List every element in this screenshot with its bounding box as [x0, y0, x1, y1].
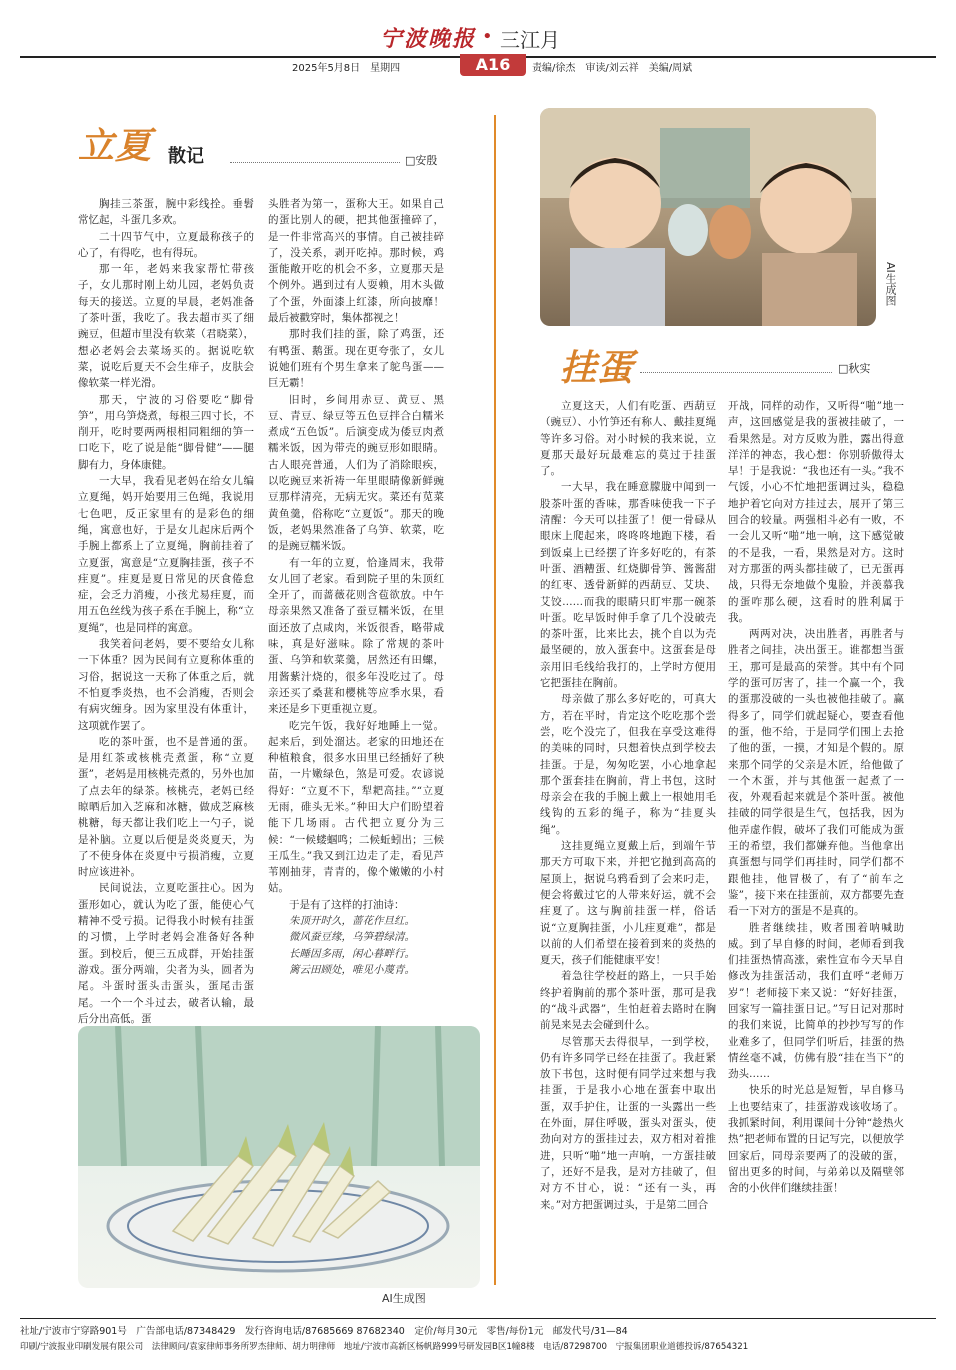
paragraph: 一大早，我看见老妈在给女儿编立夏绳，妈开始要用三色绳，我说用七色吧，反正家里有的是彩色的细绳，寓意也好，于是女儿起床后两个手腕上都系上了立夏绳，胸前挂着了立夏蛋，寓意是“立夏胸挂蛋，孩子不疰夏”。疰夏是夏日常见的厌食倦怠症，会乏力消瘦，小孩尤易疰夏，而用五色丝线为孩子系在手腕上，称“立夏绳”，也是同样的寓意。	[78, 475, 254, 634]
paragraph: 立夏这天，人们有吃蛋、西葫豆（豌豆）、小竹笋还有称人、戴挂夏绳等许多习俗。对小时候的我来说，立夏那天最好玩最难忘的莫过于挂蛋了。	[540, 400, 716, 478]
paragraph: 吃完午饭，我好好地睡上一觉。起来后，到处溜达。老家的田地还在种植粮食，很多水田里已经插好了秧苗，一片嫩绿色，煞是可爱。农谚说得好：“立夏不下，犁耙高挂。”“立夏无雨，碓头无米。”种田大户们盼望着能下几场雨。古代把立夏分为三候：“一候蝼蝈鸣；二候蚯蚓出；三候王瓜生。”我又到江边走了走，看见芦苇刚抽芽，青青的，像个嫩嫩的小村姑。	[268, 719, 444, 895]
paragraph: 胜者继续挂，败者围着呐喊助威。到了早自修的时间，老师看到我们挂蛋热情高涨，索性宣布今天早自修改为挂蛋活动，我们直呼“老师万岁”！老师接下来又说：“好好挂蛋，回家写一篇挂蛋日记。”写日记对那时的我们来说，比简单的抄抄写写的作业难多了，但同学们听后，挂蛋的热情丝毫不减，仿佛有股“挂在当下”的劲头……	[728, 921, 904, 1081]
poem-line: 长睡因多雨，闲心暮畔行。	[289, 947, 415, 960]
paragraph: 胸挂三茶蛋，腕中彩线拴。垂髫常忆起，斗蛋几多欢。	[78, 198, 254, 227]
bamboo-image-caption: AI生成图	[382, 1292, 426, 1305]
paragraph: 快乐的时光总是短暂，早自修马上也要结束了，挂蛋游戏该收场了。我抓紧时间，利用课间十分钟“趁热火热”把老师布置的日记写完，以便放学回家后，同母亲要两了的没破的蛋，留出更多的时间，与弟弟以及隔壁邻舍的小伙伴们继续挂蛋！	[728, 1084, 904, 1195]
page-number-tag: A16	[460, 54, 526, 76]
poem-line: 微风蚕豆缘，乌笋碧绿清。	[289, 931, 415, 944]
bamboo-shoots-illustration	[78, 1026, 480, 1288]
footer-rule	[20, 1318, 936, 1319]
paragraph: 头胜者为第一，蛋称大王。如果自己的蛋比别人的硬，把其他蛋撞碎了，是一件非常高兴的事情。自己被挂碎了，没关系，剥开吃掉。那时候，鸡蛋能敞开吃的机会不多，立夏那天是个例外。遇到过有人耍赖，用木头做了个蛋，外面漆上红漆，所向披靡！最后被戳穿时，集体都视之！	[268, 198, 444, 325]
paragraph: 吃的茶叶蛋，也不是普通的蛋。是用红茶或核桃壳煮蛋，称“立夏蛋”，老妈是用核桃壳煮的，另外也加了点去年的绿茶。核桃壳，老妈已经晾晒后加入芝麻和冰糖，做成芝麻核桃糖，每天都让我们吃上一勺子，说是补脑。立夏以后便是炎炎夏天，为了不使身体在炎夏中亏损消瘦，立夏时应该进补。	[78, 735, 254, 879]
paragraph: 着急往学校赶的路上，一只手始终护着胸前的那个茶叶蛋，那可是我的“战斗武器”，生怕赶着去路时在胸前晃来晃去会碰到什么。	[540, 970, 716, 1032]
paragraph: 那天，宁波的习俗要吃“脚骨笋”，用乌笋烧煮，每根三四寸长，不削开，吃时要两两根相同粗细的笋一口吃下，吃了说是能“脚骨健”——腿脚有力，身体康健。	[78, 393, 254, 471]
article1-author: □安殷	[405, 154, 438, 167]
issue-date: 2025年5月8日 星期四	[292, 63, 401, 74]
title-dotted-rule	[230, 162, 400, 163]
paragraph: 尽管那天去得很早，一到学校，仍有许多同学已经在挂蛋了。我赶紧放下书包，这时便有同学过来想与我挂蛋，于是我小心地在蛋套中取出蛋，双手护住，让蛋的一头露出一些在外面，屏住呼吸，蛋头对蛋头，使劲向对方的蛋挂过去，双方相对着推进，只听“啪”地一声响，一方蛋挂破了，还好不是我，是对方挂破了，但对方不甘心，说：“还有一头，再来。”对方把蛋调过头，于是第二回合	[540, 1035, 716, 1211]
article1-title-small: 散记	[168, 146, 204, 167]
paragraph: 那一年，老妈来我家帮忙带孩子，女儿那时刚上幼儿园，老妈负责每天的接送。立夏的早晨，老妈准备了茶叶蛋，我吃了。我去超市买了细豌豆，但超市里没有软菜（君晓菜），想必老妈会去菜场买的。据说吃软菜，说吃后夏天不会生痱子，皮肤会像软菜一样光滑。	[78, 263, 254, 390]
paragraph: 开战，同样的动作，又听得“啪”地一声，这回感觉是我的蛋被挂破了，一看果然是。对方反败为胜，露出得意洋洋的神态，我心想：你别骄傲得太早！于是我说：“我也还有一头。”我不气馁，小心不忙地把蛋调过头，稳稳地护着它向对方挂过去，展开了第三回合的较量。两强相斗必有一败，不一会儿又听“啪”地一响，这下感觉破的不是我，一看，果然是对方。这时对方那蛋的两头都挂破了，已无蛋再战，只得无奈地做个鬼脸，并羡慕我的蛋咋那么硬，这看时的胜利属于我。	[728, 400, 904, 624]
poem-line: 朱顶开时久，蔷花作旦红。	[289, 915, 415, 928]
article2-title-big: 挂蛋	[560, 347, 635, 389]
title-dotted-rule	[640, 372, 832, 373]
kids-eggs-image	[540, 108, 876, 326]
kids-eggs-illustration	[540, 108, 876, 326]
paragraph: 二十四节气中，立夏最称孩子的心了，有得吃，也有得玩。	[78, 230, 254, 259]
column-divider	[494, 115, 496, 1285]
footer-line-2: 印刷/宁波报业印刷发展有限公司 法律顾问/袁家律师事务所罗杰律师、胡力明律师 地址/宁波市高新区杨帆路999号研发园B区1幢8楼 电话/87298700 宁报集团职业道德投诉/87654321	[20, 1342, 749, 1352]
article2-column-right	[728, 398, 904, 1286]
poem-line: 篱云田顾处，唯见小蔑青。	[289, 963, 415, 976]
section-title: 三江月	[500, 28, 560, 52]
paragraph: 这挂夏绳立夏戴上后，到端午节那天方可取下来，并把它抛到高高的屋顶上，据说乌鸦看到了会来叼走，便会将戴过它的人带来好运，就不会疰夏了。这与胸前挂蛋一样，俗话说“立夏胸挂蛋，小儿疰夏难”，都是以前的人们希望在接着到来的炎热的夏天，孩子们能健康平安！	[540, 840, 716, 967]
paragraph: 母亲做了那么多好吃的，可真大方，若在平时，肯定这个吃吃那个尝尝，吃个没完了，但我在享受这难得的美味的同时，只想着快点到学校去挂蛋。于是，匆匆吃罢，小心地拿起那个蛋套挂在胸前，背上书包，这时母亲会在我的手腕上戴上一根她用毛线钩的五彩的绳子，称为“挂夏头绳”。	[540, 693, 716, 836]
footer-line-1: 社址/宁波市宁穿路901号 广告部电话/87348429 发行咨询电话/87685669 87682340 定价/每月30元 零售/每份1元 邮发代号/31—84	[20, 1326, 628, 1337]
editors-credit: 责编/徐杰 审读/刘云祥 美编/周斌	[532, 63, 693, 74]
article1-title-big: 立夏	[78, 125, 153, 167]
paragraph: 旧时，乡间用赤豆、黄豆、黑豆、青豆、绿豆等五色豆拌合白糯米煮成“五色饭”。后演变成为倭豆肉煮糯米饭，因为带壳的豌豆形如眼睛。古人眼亮普通，人们为了消除眼疾，以吃豌豆来祈祷一年里眼睛像新鲜豌豆那样清亮，无病无灾。菜还有苋菜黄鱼羹，俗称吃“立夏饭”。那天的晚饭，老妈果然准备了乌笋、软菜，吃的是豌豆糯米饭。	[268, 393, 444, 553]
article2-column-left	[540, 398, 716, 1286]
masthead-dot: •	[482, 26, 493, 47]
paragraph: 一大早，我在睡意朦胧中闻到一股茶叶蛋的香味，那香味使我一下子清醒：今天可以挂蛋了！便一骨碌从眼床上爬起来，咚咚咚地跑下楼，看到饭桌上已经摆了许多好吃的，有茶叶蛋、酒糟蛋、红烧脚骨笋、酱酱甜的红枣、透骨新鲜的西葫豆、艾块、艾饺……而我的眼睛只盯牢那一碗茶叶蛋。吃早饭时伸手拿了几个没破壳的茶叶蛋，比来比去，挑个自以为壳最坚硬的，放入蛋套中。这蛋套是母亲用旧毛线给我打的，上学时方便用它把蛋挂在胸前。	[540, 481, 716, 690]
paragraph: 我笑着问老妈，要不要给女儿称一下体重？因为民间有立夏称体重的习俗，据说这一天称了体重之后，就不怕夏季炎热，也不会消瘦，否则会有病灾缠身。因为家里没有体重计，这项就作罢了。	[78, 638, 254, 732]
article1-column-left	[78, 196, 254, 1036]
kids-image-caption: AI生成图	[884, 262, 897, 306]
bamboo-shoots-image	[78, 1026, 480, 1288]
article2-author: □秋实	[838, 362, 871, 375]
paragraph: 两两对决，决出胜者，再胜者与胜者之间挂，决出蛋王。谁都想当蛋王，那可是最高的荣誉。其中有个同学的蛋可厉害了，挂一个赢一个，我的蛋那没破的一头也被他挂破了。赢得多了，同学们就起疑心，要查看他的蛋，他不给，于是同学们围上去抢了他的蛋，一摸，才知是个假的。原来那个同学的父亲是木匠，给他做了一个木蛋，并与其他蛋一起煮了一夜，外观看起来就是个茶叶蛋。被他挂破的同学很是生气，包括我，因为他弄虚作假，破坏了我们可能成为蛋王的希望，我们都嫌弃他。当他拿出真蛋想与同学们再挂时，同学们都不跟他挂，他冒极了，有了“前车之鉴”，接下来在挂蛋前，双方都要先查看一下对方的蛋是不是真的。	[728, 628, 904, 918]
paragraph: 有一年的立夏，恰逢周末，我带女儿回了老家。看到院子里的朱顶红全开了，而蔷薇花则含苞欲放。中午母亲果然又准备了蚕豆糯米饭，在里面还放了点咸肉，米饭很香，略带咸味，真是好滋味。除了常规的茶叶蛋、乌笋和软菜羹，居然还有田螺，用酱紫汁烧的，很多年没吃过了。母亲还买了桑葚和樱桃等应季水果，看来还是乡下更重视立夏。	[268, 556, 444, 716]
paragraph: 民间说法，立夏吃蛋拄心。因为蛋形如心，就认为吃了蛋，能使心气精神不受亏损。记得我小时候有挂蛋的习惯，上学时老妈会准备好各种蛋。到校后，便三五成群，开始挂蛋游戏。蛋分两端，尖者为头，圆者为尾。斗蛋时蛋头击蛋头，蛋尾击蛋尾。一个一个斗过去，破者认输，最后分出高低。蛋	[78, 882, 254, 1025]
paragraph: 于是有了这样的打油诗：	[289, 898, 405, 911]
paragraph: 那时我们挂的蛋，除了鸡蛋，还有鸭蛋、鹅蛋。现在更夸张了，女儿说她们班有个男生拿来了鸵鸟蛋——巨无霸！	[268, 328, 444, 390]
newspaper-brand: 宁波晚报	[380, 26, 477, 52]
article1-column-right	[268, 196, 444, 1036]
